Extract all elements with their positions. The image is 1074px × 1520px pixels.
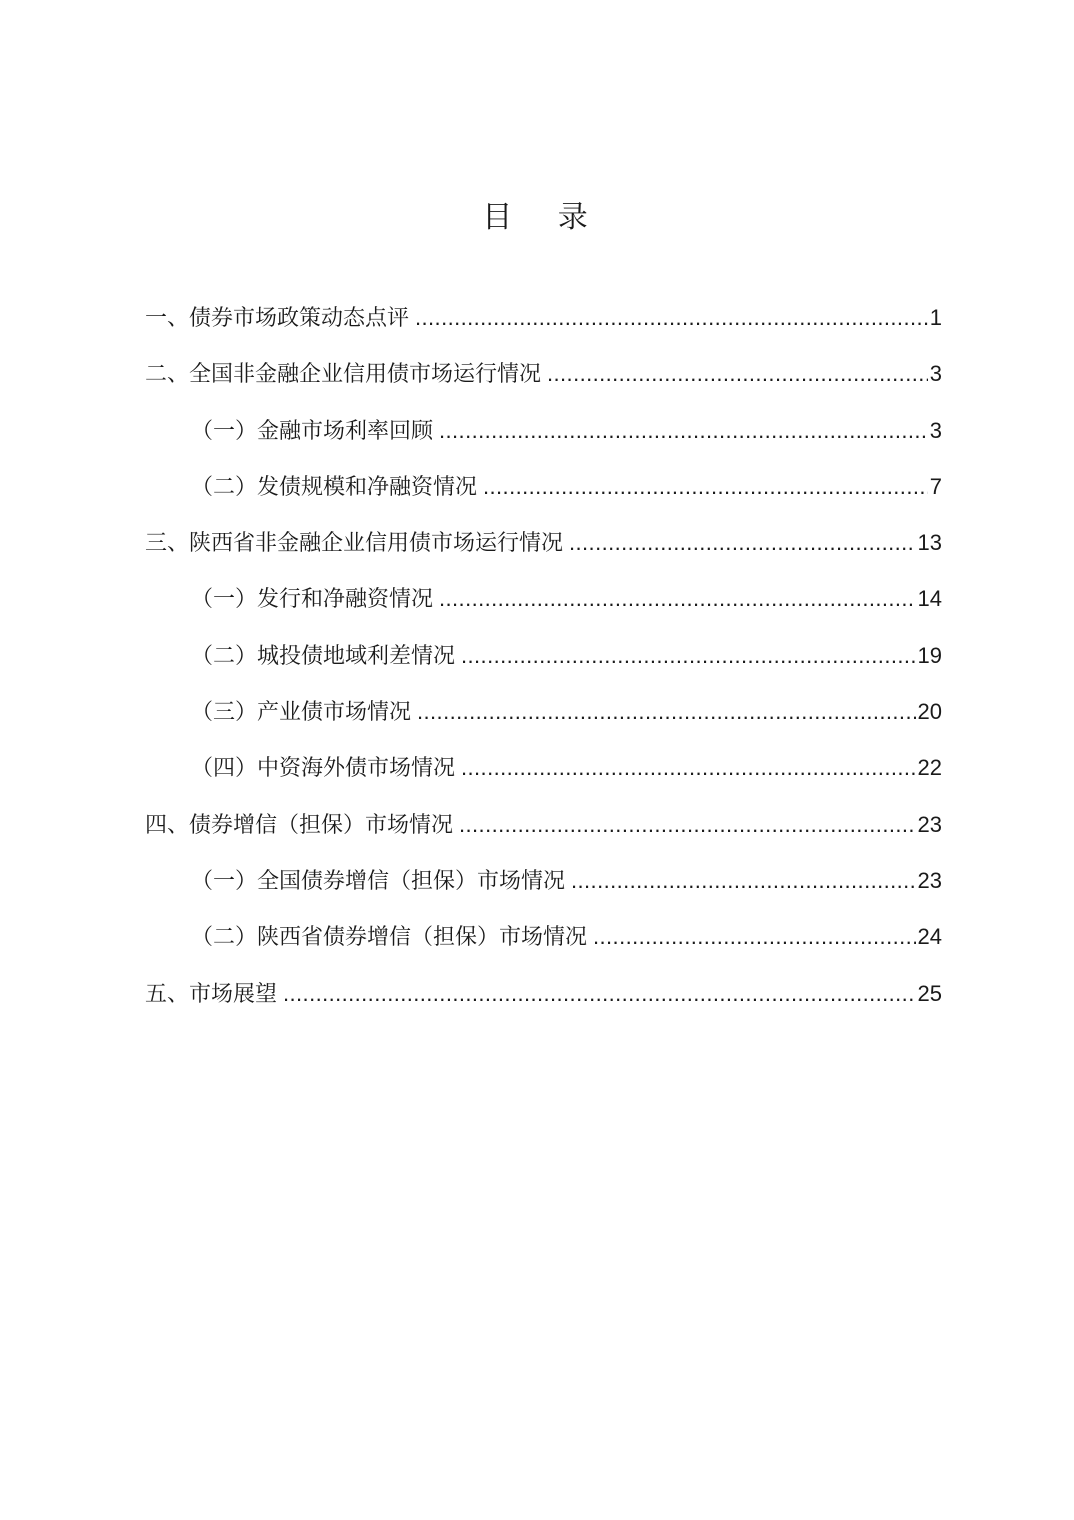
toc-entry-national-guarantee-market[interactable] xyxy=(145,861,942,917)
toc-entry-market-outlook[interactable] xyxy=(145,974,942,1030)
toc-entry-offshore-bond-market[interactable] xyxy=(145,748,942,804)
toc-entry-text: （一）金融市场利率回顾 xyxy=(191,418,434,444)
toc-entry-text: （一）全国债券增信（担保）市场情况 xyxy=(191,868,566,894)
toc-title: 目 录 xyxy=(482,200,606,235)
toc-list xyxy=(145,298,942,1030)
toc-dot-leader xyxy=(439,411,928,451)
toc-dot-leader xyxy=(283,974,916,1014)
toc-entry-issuance-and-net-financing[interactable] xyxy=(145,467,942,523)
toc-entry-interest-rate-review[interactable] xyxy=(145,411,942,467)
toc-entry-text: （三）产业债市场情况 xyxy=(191,700,412,726)
toc-entry-shaanxi-credit-bond-market[interactable] xyxy=(145,523,942,579)
toc-entry-text: （二）发债规模和净融资情况 xyxy=(191,474,478,500)
toc-page-number: 19 xyxy=(917,642,942,668)
toc-entry-urban-investment-spread[interactable] xyxy=(145,636,942,692)
toc-page-number: 20 xyxy=(917,699,942,725)
toc-dot-leader xyxy=(417,692,916,732)
toc-entry-industrial-bond-market[interactable] xyxy=(145,692,942,748)
toc-entry-text: 三、陕西省非金融企业信用债市场运行情况 xyxy=(145,531,564,557)
toc-dot-leader xyxy=(439,579,916,619)
toc-entry-text: （四）中资海外债市场情况 xyxy=(191,756,456,782)
toc-page-number: 22 xyxy=(917,755,942,781)
toc-entry-bond-guarantee-market[interactable] xyxy=(145,805,942,861)
toc-page-number: 1 xyxy=(929,305,942,330)
toc-entry-shaanxi-guarantee-market[interactable] xyxy=(145,917,942,973)
toc-dot-leader xyxy=(415,298,928,338)
toc-page-number: 25 xyxy=(917,980,942,1006)
toc-entry-text: 二、全国非金融企业信用债市场运行情况 xyxy=(145,362,542,388)
toc-page-number: 13 xyxy=(917,530,942,556)
toc-entry-shaanxi-issuance[interactable] xyxy=(145,579,942,635)
toc-dot-leader xyxy=(593,917,916,957)
toc-dot-leader xyxy=(571,861,916,901)
toc-entry-national-credit-bond-market[interactable] xyxy=(145,354,942,410)
toc-page-number: 14 xyxy=(917,586,942,612)
toc-page-number: 7 xyxy=(929,473,942,499)
toc-dot-leader xyxy=(569,523,916,563)
toc-entry-text: （一）发行和净融资情况 xyxy=(191,587,434,613)
toc-page-number: 24 xyxy=(917,924,942,950)
toc-dot-leader xyxy=(461,636,916,676)
toc-dot-leader xyxy=(461,748,916,788)
toc-dot-leader xyxy=(483,467,928,507)
toc-page-number: 23 xyxy=(917,867,942,893)
toc-entry-text: 一、债券市场政策动态点评 xyxy=(145,306,410,331)
toc-entry-text: （二）陕西省债券增信（担保）市场情况 xyxy=(191,925,588,951)
toc-dot-leader xyxy=(459,805,916,845)
toc-page-number: 3 xyxy=(929,417,942,443)
toc-entry-policy-review[interactable] xyxy=(145,298,942,354)
toc-entry-text: 五、市场展望 xyxy=(145,981,278,1007)
toc-page-number: 3 xyxy=(929,361,942,387)
toc-dot-leader xyxy=(547,354,928,394)
toc-page-number: 23 xyxy=(917,811,942,837)
toc-entry-text: 四、债券增信（担保）市场情况 xyxy=(145,812,454,838)
toc-entry-text: （二）城投债地域利差情况 xyxy=(191,643,456,669)
